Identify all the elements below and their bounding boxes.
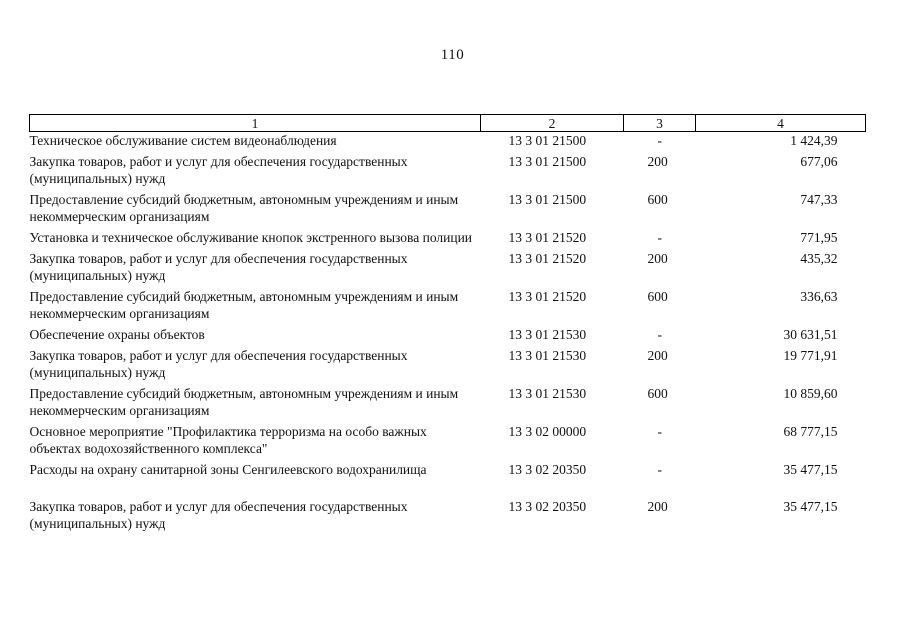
table-row [30, 229, 866, 250]
table-row [30, 132, 866, 154]
row-name: Техническое обслуживание систем видеонаблюдения [29, 133, 337, 148]
row-code: 13 3 01 21500 [508, 192, 587, 207]
row-type: 600 [647, 386, 668, 401]
row-sum: 30 631,51 [783, 327, 838, 342]
row-type: 600 [647, 289, 668, 304]
row-code: 13 3 01 21500 [508, 154, 587, 169]
row-name: Закупка товаров, работ и услуг для обеспечения государственных (муниципальных) нужд [29, 251, 408, 283]
row-type: - [657, 327, 662, 342]
table-body [30, 132, 866, 537]
table-row [30, 498, 866, 536]
row-type: 200 [647, 348, 668, 363]
table-header [30, 115, 866, 132]
row-name: Установка и техническое обслуживание кнопок экстренного вызова полиции [29, 230, 473, 245]
row-code: 13 3 02 20350 [508, 462, 587, 477]
spacer-row [30, 482, 866, 498]
row-code: 13 3 01 21520 [508, 289, 587, 304]
row-sum: 771,95 [800, 230, 838, 245]
header-col-4: 4 [696, 115, 866, 132]
header-col-2: 2 [481, 115, 624, 132]
spacer-cell [30, 482, 866, 498]
row-code: 13 3 01 21530 [508, 386, 587, 401]
row-sum: 19 771,91 [783, 348, 838, 363]
row-name: Закупка товаров, работ и услуг для обеспечения государственных (муниципальных) нужд [29, 154, 408, 186]
table-row [30, 347, 866, 385]
row-type: 200 [647, 154, 668, 169]
table-row [30, 250, 866, 288]
row-name: Предоставление субсидий бюджетным, автономным учреждениям и иным некоммерческим организациям [29, 192, 459, 224]
table-row [30, 423, 866, 461]
row-type: 200 [647, 499, 668, 514]
row-code: 13 3 01 21530 [508, 348, 587, 363]
row-name: Обеспечение охраны объектов [29, 327, 205, 342]
table-row [30, 326, 866, 347]
page-number: 110 [440, 47, 465, 63]
row-code: 13 3 01 21530 [508, 327, 587, 342]
table-row [30, 288, 866, 326]
row-type: - [657, 462, 662, 477]
row-sum: 1 424,39 [790, 133, 838, 148]
row-sum: 35 477,15 [783, 462, 838, 477]
row-sum: 435,32 [800, 251, 838, 266]
row-name: Предоставление субсидий бюджетным, автономным учреждениям и иным некоммерческим организациям [29, 386, 459, 418]
row-sum: 68 777,15 [783, 424, 838, 439]
table-row [30, 153, 866, 191]
row-code: 13 3 02 00000 [508, 424, 587, 439]
row-code: 13 3 02 20350 [508, 499, 587, 514]
row-name: Закупка товаров, работ и услуг для обеспечения государственных (муниципальных) нужд [29, 499, 408, 531]
row-sum: 677,06 [800, 154, 838, 169]
row-type: 600 [647, 192, 668, 207]
row-type: - [657, 424, 662, 439]
row-name: Основное мероприятие "Профилактика терроризма на особо важных объектах водохозяйственного комплекса" [29, 424, 427, 456]
row-type: - [657, 133, 662, 148]
table-row [30, 385, 866, 423]
row-code: 13 3 01 21520 [508, 251, 587, 266]
row-sum: 35 477,15 [783, 499, 838, 514]
row-sum: 336,63 [800, 289, 838, 304]
table-row [30, 191, 866, 229]
row-name: Закупка товаров, работ и услуг для обеспечения государственных (муниципальных) нужд [29, 348, 408, 380]
row-type: - [657, 230, 662, 245]
header-col-3: 3 [624, 115, 696, 132]
row-name: Расходы на охрану санитарной зоны Сенгилеевского водохранилища [29, 462, 427, 477]
row-code: 13 3 01 21520 [508, 230, 587, 245]
header-col-1: 1 [30, 115, 481, 132]
row-type: 200 [647, 251, 668, 266]
row-code: 13 3 01 21500 [508, 133, 587, 148]
row-sum: 747,33 [800, 192, 838, 207]
header-row [30, 115, 866, 132]
budget-table [29, 114, 866, 536]
table-row [30, 461, 866, 482]
row-name: Предоставление субсидий бюджетным, автономным учреждениям и иным некоммерческим организациям [29, 289, 459, 321]
row-sum: 10 859,60 [783, 386, 838, 401]
